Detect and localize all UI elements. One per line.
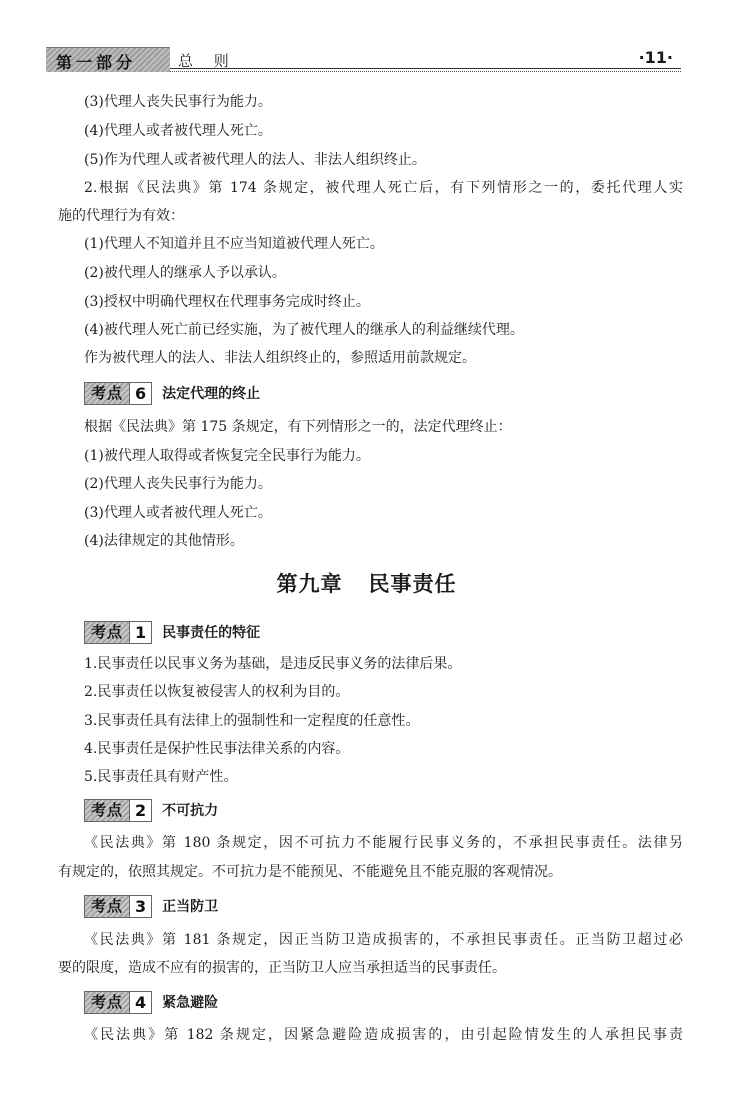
kaodian-badge: [84, 383, 152, 404]
header-rule: [170, 68, 681, 72]
paragraph-line: 2.根据《民法典》第 174 条规定，被代理人死亡后，有下列情形之一的，委托代理人实: [84, 180, 683, 196]
kaodian-label: 考点: [84, 895, 130, 918]
kaodian-title: 民事责任的特征: [162, 625, 261, 641]
kaodian-number: 1: [130, 621, 152, 644]
kaodian-number: 4: [130, 991, 152, 1014]
section-label: 总 则: [178, 52, 237, 70]
paragraph-line: 有规定的，依照其规定。不可抗力是不能预见、不能避免且不能克服的客观情况。: [58, 864, 562, 880]
chapter-number: 第九章: [276, 572, 343, 596]
list-item: (1)代理人不知道并且不应当知道被代理人死亡。: [84, 236, 384, 252]
kaodian-3-heading: [84, 894, 218, 918]
kaodian-title: 紧急避险: [162, 995, 219, 1011]
kaodian-number: 3: [130, 895, 152, 918]
paragraph-line: 作为被代理人的法人、非法人组织终止的，参照适用前款规定。: [84, 350, 476, 366]
list-item: (4)代理人或者被代理人死亡。: [84, 123, 272, 139]
kaodian-number: 2: [130, 799, 152, 822]
kaodian-label: 考点: [84, 382, 130, 405]
kaodian-title: 法定代理的终止: [162, 386, 261, 402]
paragraph-line: 《民法典》第 181 条规定，因正当防卫造成损害的，不承担民事责任。正当防卫超过必: [84, 932, 683, 948]
list-item: (3)代理人丧失民事行为能力。: [84, 94, 272, 110]
page-number: ·11·: [638, 48, 673, 67]
kaodian-label: 考点: [84, 621, 130, 644]
kaodian-6-heading: [84, 381, 260, 405]
list-item: (4)被代理人死亡前已经实施，为了被代理人的继承人的利益继续代理。: [84, 322, 524, 338]
list-item: (3)授权中明确代理权在代理事务完成时终止。: [84, 294, 370, 310]
paragraph-line: 《民法典》第 180 条规定，因不可抗力不能履行民事义务的，不承担民事责任。法律另: [84, 835, 683, 851]
kaodian-1-heading: [84, 620, 260, 644]
kaodian-title: 正当防卫: [162, 899, 219, 915]
kaodian-badge: [84, 800, 152, 821]
paragraph-line: 要的限度，造成不应有的损害的，正当防卫人应当承担适当的民事责任。: [58, 960, 506, 976]
header-tab: [46, 47, 170, 72]
kaodian-number: 6: [130, 382, 152, 405]
kaodian-badge: [84, 622, 152, 643]
part-label: 第一部分: [56, 53, 137, 72]
kaodian-4-heading: [84, 990, 218, 1014]
page-header: [46, 47, 681, 71]
paragraph-line: 根据《民法典》第 175 条规定，有下列情形之一的，法定代理终止：: [84, 419, 512, 435]
paragraph-line: 《民法典》第 182 条规定，因紧急避险造成损害的，由引起险情发生的人承担民事责: [84, 1027, 683, 1043]
kaodian-2-heading: [84, 798, 218, 822]
kaodian-badge: [84, 896, 152, 917]
kaodian-title: 不可抗力: [162, 803, 219, 819]
list-item: (5)作为代理人或者被代理人的法人、非法人组织终止。: [84, 152, 426, 168]
list-item: (3)代理人或者被代理人死亡。: [84, 505, 272, 521]
list-item: 4.民事责任是保护性民事法律关系的内容。: [84, 741, 350, 757]
kaodian-label: 考点: [84, 991, 130, 1014]
list-item: (2)代理人丧失民事行为能力。: [84, 476, 272, 492]
list-item: 2.民事责任以恢复被侵害人的权利为目的。: [84, 684, 350, 700]
paragraph-line: 施的代理行为有效：: [58, 208, 184, 224]
list-item: 5.民事责任具有财产性。: [84, 769, 238, 785]
list-item: (4)法律规定的其他情形。: [84, 533, 244, 549]
kaodian-badge: [84, 992, 152, 1013]
chapter-title: 民事责任: [368, 572, 457, 596]
chapter-heading: [0, 568, 733, 598]
list-item: 1.民事责任以民事义务为基础，是违反民事义务的法律后果。: [84, 656, 462, 672]
list-item: (2)被代理人的继承人予以承认。: [84, 265, 286, 281]
list-item: 3.民事责任具有法律上的强制性和一定程度的任意性。: [84, 713, 420, 729]
kaodian-label: 考点: [84, 799, 130, 822]
list-item: (1)被代理人取得或者恢复完全民事行为能力。: [84, 448, 370, 464]
